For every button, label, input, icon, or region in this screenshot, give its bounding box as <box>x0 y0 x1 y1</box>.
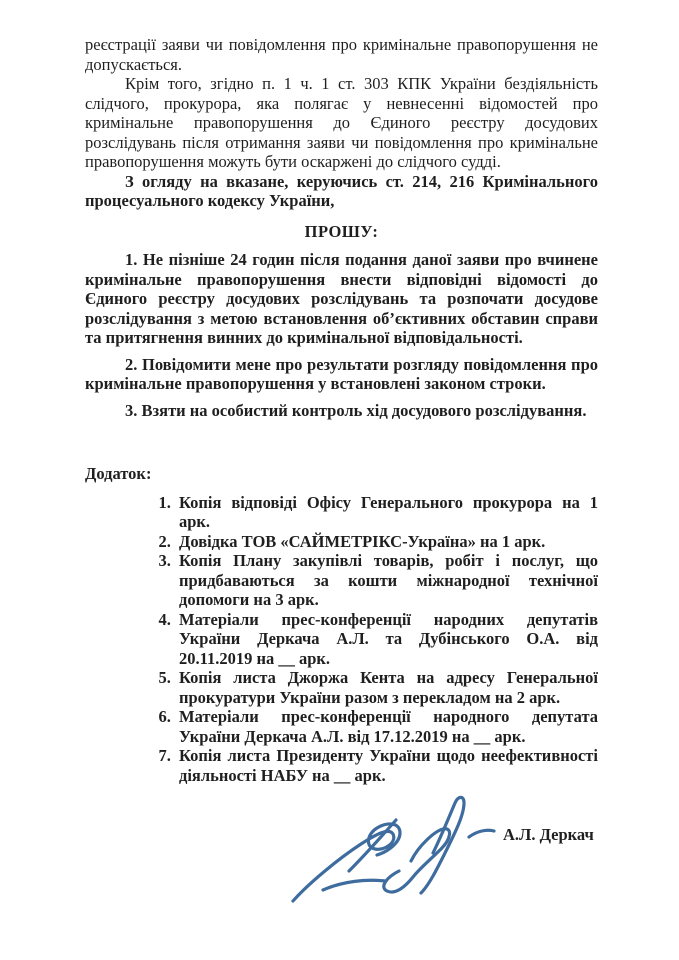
paragraph-krim-togo: Крім того, згідно п. 1 ч. 1 ст. 303 КПК України бездіяльність слідчого, прокурора, яка полягає у невнесенні відомостей про кримінальне правопорушення до Єдиного реєстру досудових розслідувань після отримання заяви чи повідомлення про кримінальне правопорушення можуть бути оскаржені до слідчого судді. <box>85 74 598 171</box>
appendix-item-6: 6. Матеріали прес-конференції народного депутата України Деркача А.Л. від 17.12.2019 на __ арк. <box>175 707 598 746</box>
appendix-item-2: 2. Довідка ТОВ «САЙМЕТРІКС-Україна» на 1 арк. <box>175 532 598 552</box>
appendix-item-3: 3. Копія Плану закупівлі товарів, робіт і послуг, що придбаваються за кошти міжнародної технічної допомоги на 3 арк. <box>175 551 598 610</box>
request-heading: ПРОШУ: <box>304 221 379 241</box>
paragraph-continuation: реєстрації заяви чи повідомлення про кримінальне правопорушення не допускається. <box>85 35 598 74</box>
signature-ink-icon <box>283 789 498 919</box>
signature-stroke-underline <box>323 880 385 890</box>
appendix-item-7: 7. Копія листа Президенту України щодо неефективності діяльності НАБУ на __ арк. <box>175 746 598 785</box>
request-item-1: 1. Не пізніше 24 годин після подання даної заяви про вчинене кримінальне правопорушення внести відповідні відомості до Єдиного реєстру досудових розслідувань та розпочати досудове розслідування з метою встановлення об’єктивних обставин справи та притягнення винних до кримінальної відповідальності. <box>85 250 598 347</box>
appendix-item-4: 4. Матеріали прес-конференції народних депутатів України Деркача А.Л. та Дубінського О.А. від 20.11.2019 на __ арк. <box>175 610 598 669</box>
appendix-list <box>85 493 598 786</box>
request-item-3: 3. Взяти на особистий контроль хід досудового розслідування. <box>125 400 587 420</box>
paragraph-z-ohliadu: З огляду на вказане, керуючись ст. 214, 216 Кримінального процесуального кодексу України, <box>85 171 598 210</box>
appendix-heading: Додаток: <box>85 464 152 483</box>
signatory-name: А.Л. Деркач <box>503 825 594 844</box>
signature-block <box>85 789 598 924</box>
request-item-2: 2. Повідомити мене про результати розгляду повідомлення про кримінальне правопорушення у встановлені законом строки. <box>85 354 598 393</box>
appendix-item-1: 1. Копія відповіді Офісу Генерального прокурора на 1 арк. <box>175 493 598 532</box>
appendix-item-5: 5. Копія листа Джоржа Кента на адресу Генеральної прокуратури України разом з перекладом на 2 арк. <box>175 668 598 707</box>
signature-stroke-dash <box>469 830 494 837</box>
